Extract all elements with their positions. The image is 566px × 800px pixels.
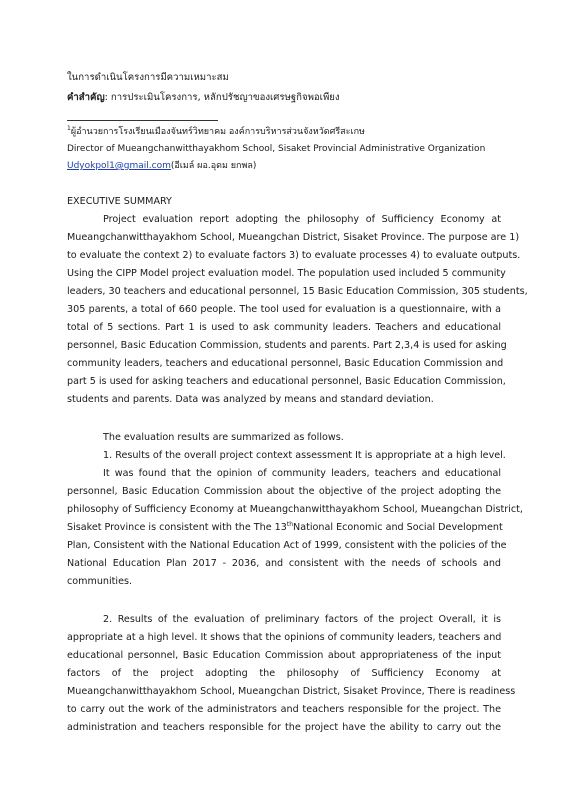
para1-line: Mueangchanwitthayakhom School, Mueangchan District, Sisaket Province. The purpose are 1) — [67, 232, 520, 243]
result2-line: Mueangchanwitthayakhom School, Mueangchan District, Sisaket Province, There is readiness — [67, 686, 516, 697]
result1-line: personnel, Basic Education Commission about the objective of the project adopting the — [67, 486, 501, 497]
result2-line: to carry out the work of the administrators and teachers responsible for the project. The — [67, 704, 501, 715]
result1-line: National Education Plan 2017 - 2036, and consistent with the needs of schools and — [67, 558, 501, 569]
footnote-thai — [67, 126, 365, 138]
keywords-label: คำสำคัญ — [67, 92, 105, 103]
footnote-divider — [67, 120, 218, 121]
footnote-email-line — [67, 160, 256, 172]
thai-line: ในการดำเนินโครงการมีความเหมาะสม — [67, 72, 229, 83]
result1-line-part: National Economic and Social Development — [293, 522, 503, 533]
result1-line-part: Sisaket Province is consistent with the The 13th — [67, 520, 294, 533]
result1-title: 1. Results of the overall project context assessment It is appropriate at a high level. — [103, 450, 506, 461]
result2-line: administration and teachers responsible for the project have the ability to carry out the — [67, 722, 501, 733]
email-link[interactable]: Udyokpol1@gmail.com — [67, 161, 171, 171]
para1-line: Project evaluation report adopting the philosophy of Sufficiency Economy at — [103, 214, 501, 225]
result2-line: 2. Results of the evaluation of preliminary factors of the project Overall, it is — [103, 614, 501, 625]
footnote-english: Director of Mueangchanwitthayakhom School, Sisaket Provincial Administrative Organization — [67, 144, 486, 154]
result2-line: educational personnel, Basic Education Commission about appropriateness of the input — [67, 650, 501, 661]
result1-line: It was found that the opinion of community leaders, teachers and educational — [103, 468, 501, 479]
keywords-line — [67, 92, 340, 104]
para1-line: 305 parents, a total of 660 people. The tool used for evaluation is a questionnaire, with a — [67, 304, 501, 315]
footnote-thai-text: ผู้อำนวยการโรงเรียนเมืองจันทร์วิทยาคม องค์การบริหารส่วนจังหวัดศรีสะเกษ — [70, 127, 365, 137]
result1-line: Plan, Consistent with the National Education Act of 1999, consistent with the policies of the — [67, 540, 507, 551]
result2-line: appropriate at a high level. It shows that the opinions of community leaders, teachers and — [67, 632, 502, 643]
result1-line: communities. — [67, 576, 133, 587]
email-note: (อีเมล์ ผอ.อุดม ยกพล) — [170, 161, 257, 171]
para1-line: students and parents. Data was analyzed by means and standard deviation. — [67, 394, 434, 405]
summary-heading: EXECUTIVE SUMMARY — [67, 196, 172, 207]
para1-line: Using the CIPP Model project evaluation model. The population used included 5 community — [67, 268, 506, 279]
keywords-text: : การประเมินโครงการ, หลักปรัชญาของเศรษฐกิจพอเพียง — [104, 92, 340, 103]
result2-line: factors of the project adopting the philosophy of Sufficiency Economy at — [67, 668, 501, 679]
para1-line: personnel, Basic Education Commission, students and parents. Part 2,3,4 is used for asking — [67, 340, 507, 351]
para1-line: total of 5 sections. Part 1 is used to ask community leaders. Teachers and educational — [67, 322, 501, 333]
result1-line — [67, 522, 501, 534]
results-intro: The evaluation results are summarized as follows. — [103, 432, 344, 443]
superscript-th: th — [286, 520, 294, 528]
para1-line: leaders, 30 teachers and educational personnel, 15 Basic Education Commission, 305 students, — [67, 286, 528, 297]
para1-line: community leaders, teachers and educational personnel, Basic Education Commission and — [67, 358, 504, 369]
result1-line: philosophy of Sufficiency Economy at Mueangchanwitthayakhom School, Mueangchan District, — [67, 504, 523, 515]
para1-line: part 5 is used for asking teachers and educational personnel, Basic Education Commission, — [67, 376, 506, 387]
footnote-marker: 1 — [67, 125, 71, 132]
para1-line: to evaluate the context 2) to evaluate factors 3) to evaluate processes 4) to evaluate outputs. — [67, 250, 521, 261]
